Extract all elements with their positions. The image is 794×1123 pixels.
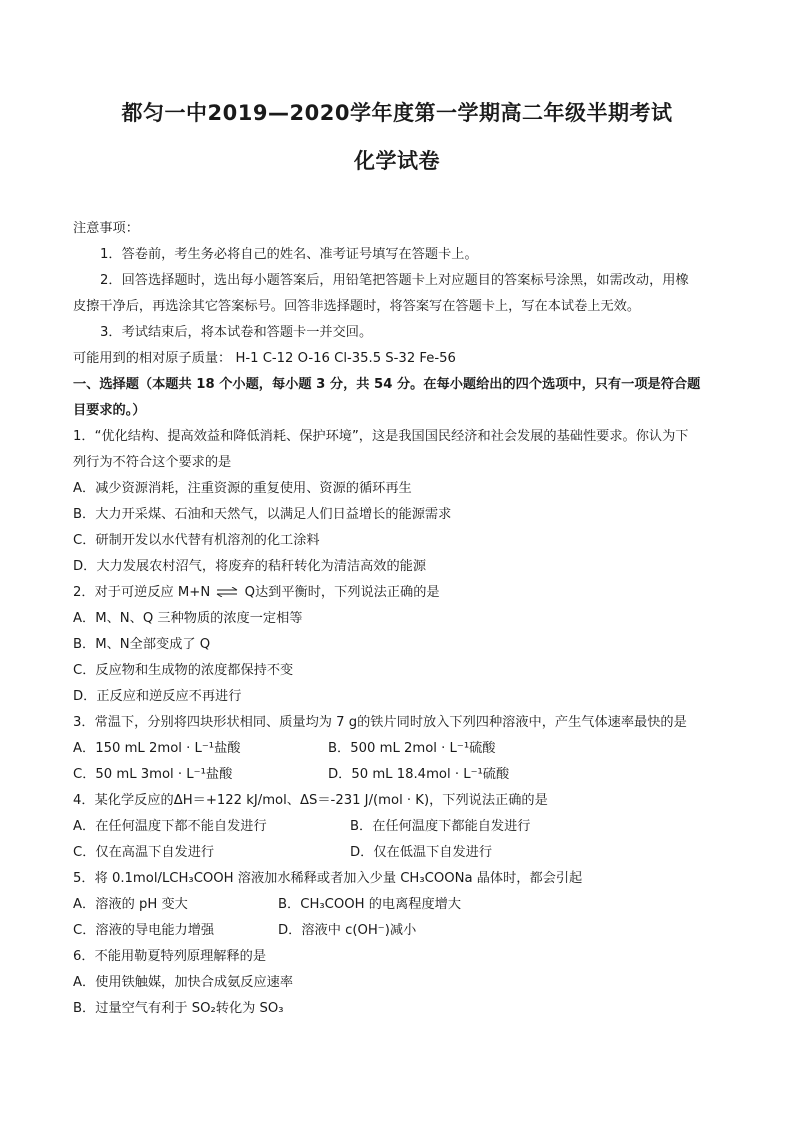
q4-option-a: A．在任何温度下都不能自发进行 [73,819,267,834]
equilibrium-arrow-icon [216,587,238,597]
q1-option-d: D．大力发展农村沼气，将废弃的秸秆转化为清洁高效的能源 [73,559,427,574]
exam-subtitle: 化学试卷 [354,149,440,173]
question-6: 6．不能用勒夏特列原理解释的是 [73,949,267,964]
notice-item-3: 3．考试结束后，将本试卷和答题卡一并交回。 [100,325,373,340]
question-5: 5．将 0.1mol/LCH₃COOH 溶液加水稀释或者加入少量 CH₃COONa 晶体时，都会引起 [73,871,583,886]
q5-option-d: D．溶液中 c(OH⁻)减小 [278,923,417,938]
q5-option-a: A．溶液的 pH 变大 [73,897,188,912]
q4-option-d: D．仅在低温下自发进行 [350,845,493,860]
q4-option-b: B．在任何温度下都能自发进行 [350,819,531,834]
q3-option-c: C．50 mL 3mol · L⁻¹盐酸 [73,767,233,782]
question-1-cont: 列行为不符合这个要求的是 [73,455,232,470]
q2-option-d: D．正反应和逆反应不再进行 [73,689,242,704]
q1-option-a: A．减少资源消耗，注重资源的重复使用、资源的循环再生 [73,481,412,496]
exam-title: 都匀一中2019—2020学年度第一学期高二年级半期考试 [121,101,673,125]
q4-option-c: C．仅在高温下自发进行 [73,845,215,860]
q1-option-b: B．大力开采煤、石油和天然气，以满足人们日益增长的能源需求 [73,507,452,522]
notice-item-2-cont: 皮擦干净后，再选涂其它答案标号。回答非选择题时，将答案写在答题卡上，写在本试卷上无效。 [73,299,641,314]
q3-option-b: B．500 mL 2mol · L⁻¹硫酸 [328,741,496,756]
q2-option-c: C．反应物和生成物的浓度都保持不变 [73,663,294,678]
q5-option-b: B．CH₃COOH 的电离程度增大 [278,897,462,912]
notice-heading: 注意事项： [73,221,139,236]
q3-option-d: D．50 mL 18.4mol · L⁻¹硫酸 [328,767,510,782]
q1-option-c: C．研制开发以水代替有机溶剂的化工涂料 [73,533,320,548]
question-3: 3．常温下，分别将四块形状相同、质量均为 7 g的铁片同时放入下列四种溶液中，产生气体速率最快的是 [73,715,687,730]
question-2 [73,583,440,603]
question-2-stem-end: Q达到平衡时，下列说法正确的是 [244,585,440,600]
question-4: 4．某化学反应的ΔH＝+122 kJ/mol、ΔS＝-231 J/(mol · K)，下列说法正确的是 [73,793,548,808]
notice-item-1: 1．答卷前，考生务必将自己的姓名、准考证号填写在答题卡上。 [100,247,478,262]
question-1: 1．“优化结构、提高效益和降低消耗、保护环境”，这是我国国民经济和社会发展的基础性要求。你认为下 [73,429,689,444]
q2-option-b: B．M、N全部变成了 Q [73,637,211,652]
q6-option-b: B．过量空气有利于 SO₂转化为 SO₃ [73,1001,284,1016]
q6-option-a: A．使用铁触媒，加快合成氨反应速率 [73,975,294,990]
section-heading: 一、选择题（本题共 18 个小题，每小题 3 分，共 54 分。在每小题给出的四个选项中，只有一项是符合题 [73,377,701,392]
q2-option-a: A．M、N、Q 三种物质的浓度一定相等 [73,611,303,626]
q3-option-a: A．150 mL 2mol · L⁻¹盐酸 [73,741,241,756]
question-2-stem: 2．对于可逆反应 M+N [73,585,211,600]
q5-option-c: C．溶液的导电能力增强 [73,923,215,938]
notice-item-2: 2．回答选择题时，选出每小题答案后，用铅笔把答题卡上对应题目的答案标号涂黑，如需改动，用橡 [100,273,689,288]
section-heading-cont: 目要求的。） [73,403,146,418]
atomic-masses: 可能用到的相对原子质量： H-1 C-12 O-16 Cl-35.5 S-32 Fe-56 [73,351,456,366]
